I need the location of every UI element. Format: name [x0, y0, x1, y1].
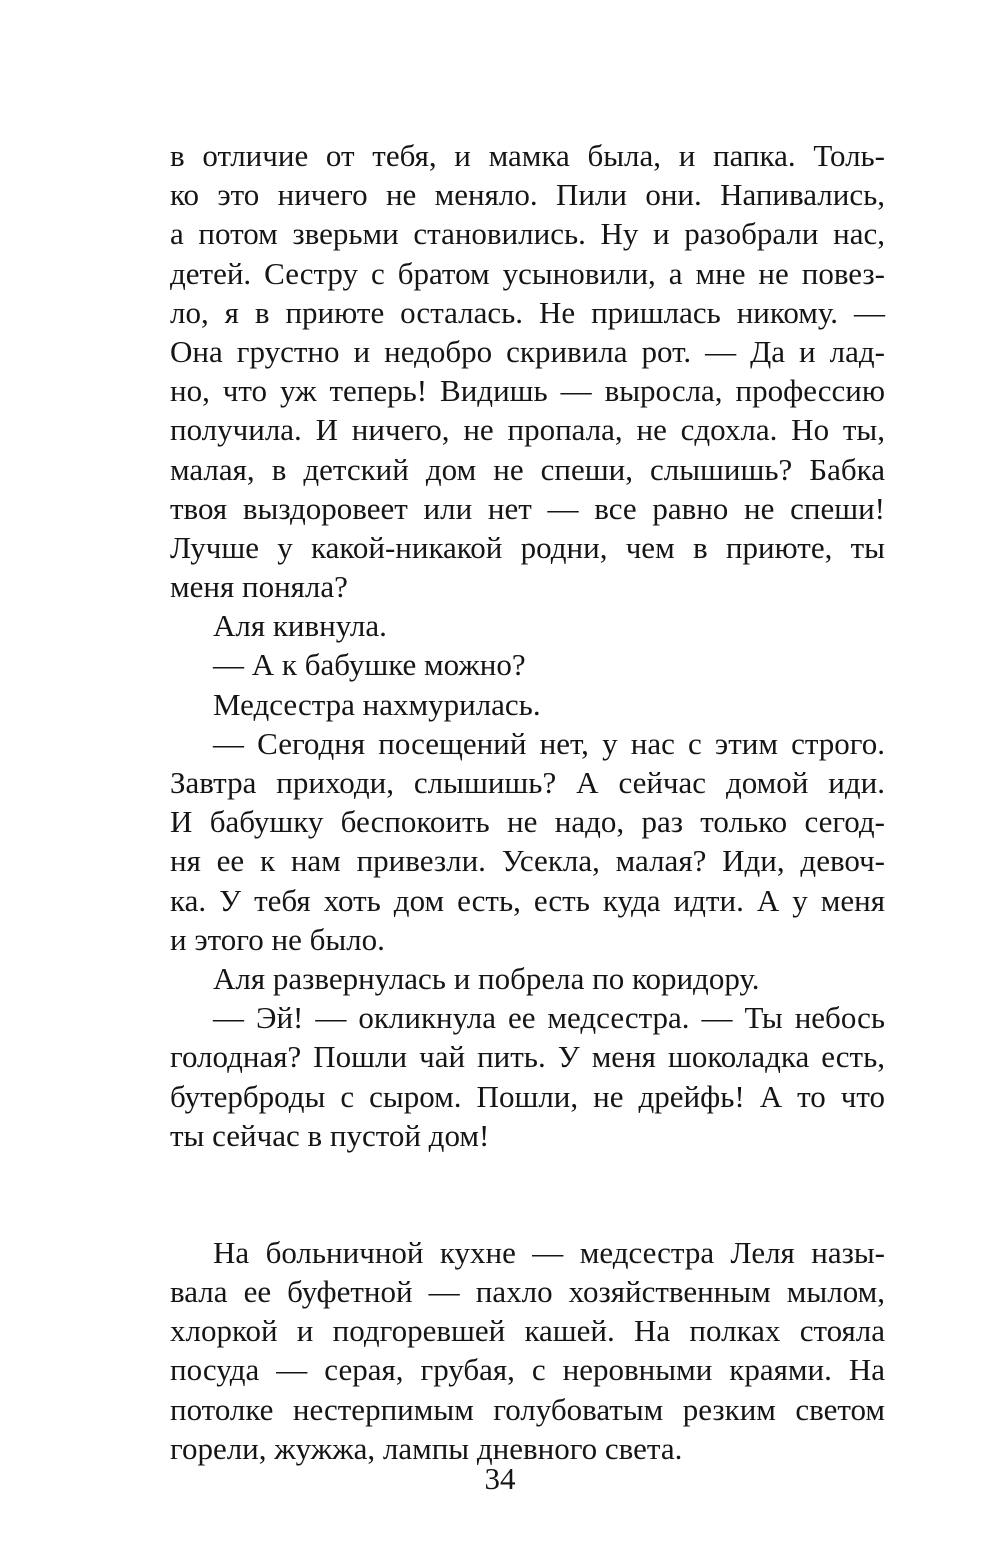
- text-line: ло, я в приюте осталась. Не пришлась никому. —: [170, 294, 885, 330]
- text-line: И бабушку беспокоить не надо, раз только сегод-: [170, 804, 885, 840]
- text-line: меня поняла?: [170, 569, 348, 605]
- text-line: горели, жужжа, лампы дневного света.: [170, 1430, 683, 1466]
- text-line: ка. У тебя хоть дом есть, есть куда идти. А у меня: [170, 882, 885, 918]
- dialogue-paragraph: [170, 998, 885, 1155]
- text-line: детей. Сестру с братом усыновили, а мне не повез-: [170, 255, 885, 291]
- text-line: потолке нестерпимым голубоватым резким светом: [170, 1391, 885, 1427]
- text-line: Лучше у какой-никакой родни, чем в приюте, ты: [170, 529, 885, 565]
- text-line: — Сегодня посещений нет, у нас с этим строго.: [213, 725, 885, 761]
- dialogue-line: — А к бабушке можно?: [213, 647, 526, 683]
- page-number: 34: [484, 1461, 516, 1496]
- text-line: и этого не было.: [170, 921, 385, 957]
- text-line: хлоркой и подгоревшей кашей. На полках стояла: [170, 1313, 885, 1349]
- paragraph-continuation: [170, 136, 885, 606]
- text-line: в отличие от тебя, и мамка была, и папка. Толь-: [170, 138, 885, 173]
- paragraph-short: Аля кивнула.: [213, 608, 387, 644]
- text-line: но, что уж теперь! Видишь — выросла, профессию: [170, 373, 885, 409]
- text-line: ня ее к нам привезли. Усекла, малая? Иди, девоч-: [170, 843, 885, 879]
- paragraph-short: Медсестра нахмурилась.: [213, 686, 541, 722]
- text-line: ко это ничего не меняло. Пили они. Напивались,: [170, 177, 885, 213]
- paragraph-short: Аля развернулась и побрела по коридору.: [213, 960, 760, 996]
- text-line: Она грустно и недобро скривила рот. — Да и лад-: [170, 333, 885, 369]
- text-line: твоя выздоровеет или нет — все равно не спеши!: [170, 490, 885, 526]
- paragraph-new-section: [170, 1233, 885, 1468]
- text-line: — Эй! — окликнула ее медсестра. — Ты небось: [213, 1000, 885, 1036]
- text-line: голодная? Пошли чай пить. У меня шоколадка есть,: [170, 1039, 885, 1075]
- text-line: малая, в детский дом не спеши, слышишь? Бабка: [170, 451, 885, 487]
- section-break: [170, 1155, 885, 1233]
- text-line: ты сейчас в пустой дом!: [170, 1117, 490, 1153]
- text-line: вала ее буфетной — пахло хозяйственным мылом,: [170, 1274, 885, 1310]
- text-line: а потом зверьми становились. Ну и разобрали нас,: [170, 216, 885, 252]
- text-line: получила. И ничего, не пропала, не сдохла. Но ты,: [170, 412, 885, 448]
- text-line: бутерброды с сыром. Пошли, не дрейфь! А то что: [170, 1078, 885, 1114]
- page-body: [170, 136, 885, 1468]
- text-line: посуда — серая, грубая, с неровными краями. На: [170, 1352, 885, 1388]
- text-line: На больничной кухне — медсестра Леля назы-: [213, 1234, 885, 1270]
- dialogue-paragraph: [170, 724, 885, 959]
- text-line: Завтра приходи, слышишь? А сейчас домой иди.: [170, 765, 885, 800]
